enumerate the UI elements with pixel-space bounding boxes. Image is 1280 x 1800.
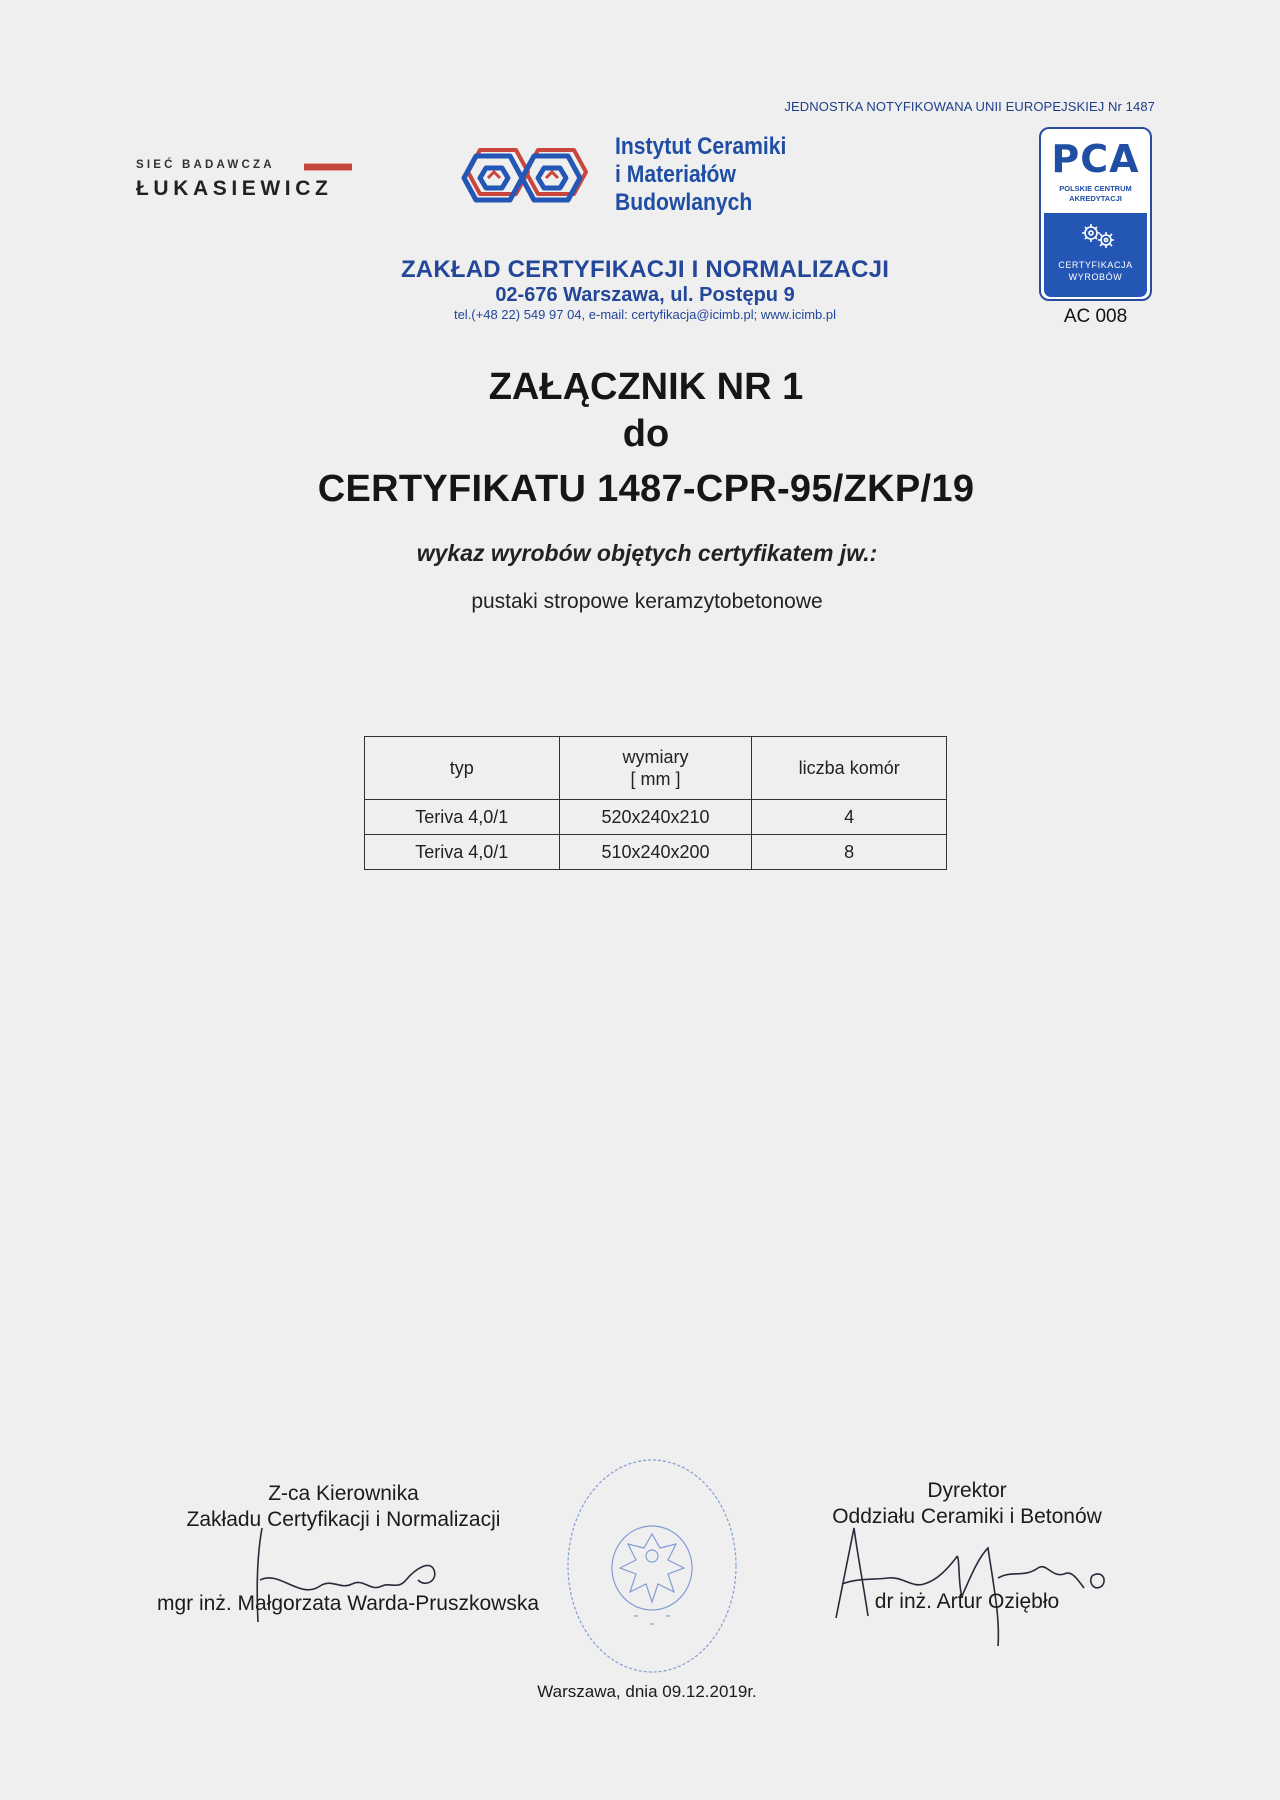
left-signatory-title: Z-ca Kierownika <box>268 1482 419 1505</box>
official-stamp-icon <box>564 1456 740 1676</box>
department-name: ZAKŁAD CERTYFIKACJI I NORMALIZACJI <box>400 256 890 283</box>
table-row <box>365 800 947 835</box>
pca-name-line1: POLSKIE CENTRUM <box>1059 184 1132 193</box>
cell-type: Teriva 4,0/1 <box>365 835 560 870</box>
issue-date: Warszawa, dnia 09.12.2019r. <box>537 1682 757 1701</box>
signature-right-icon <box>828 1518 1118 1648</box>
pca-accreditation-badge <box>1039 127 1152 301</box>
pca-certification-label <box>1044 259 1147 283</box>
lukasiewicz-logo-text: ŁUKASIEWICZ <box>136 177 333 200</box>
product-description: pustaki stropowe keramzytobetonowe <box>471 590 823 613</box>
icimb-logo-icon <box>458 134 598 214</box>
product-table <box>364 736 947 870</box>
left-signatory-department: Zakładu Certyfikacji i Normalizacji <box>186 1508 501 1531</box>
header-chamber-count: liczba komór <box>752 737 947 800</box>
right-signatory-title: Dyrektor <box>927 1479 1007 1502</box>
table-header-row <box>365 737 947 800</box>
institute-name-line2: i Materiałów <box>615 161 736 188</box>
header-dimensions-label: wymiary <box>622 747 689 767</box>
accreditation-number: AC 008 <box>1063 306 1128 327</box>
institute-name <box>615 133 786 217</box>
institute-name-line1: Instytut Ceramiki <box>615 133 787 160</box>
cell-type: Teriva 4,0/1 <box>365 800 560 835</box>
cell-dimensions: 520x240x210 <box>559 800 752 835</box>
annex-title-connector: do <box>622 413 670 455</box>
cell-dimensions: 510x240x200 <box>559 835 752 870</box>
cell-chamber-count: 4 <box>752 800 947 835</box>
header-dimensions-unit: [ mm ] <box>630 769 681 789</box>
header-dimensions <box>559 737 752 800</box>
table-row <box>365 835 947 870</box>
lukasiewicz-accent-bar <box>304 163 352 171</box>
right-signatory-name: dr inż. Artur Oziębło <box>874 1590 1060 1613</box>
notified-body-label: JEDNOSTKA NOTYFIKOWANA UNII EUROPEJSKIEJ Nr 1487 <box>784 99 1155 114</box>
pca-cert-line2: WYROBÓW <box>1068 272 1123 282</box>
department-address: 02-676 Warszawa, ul. Postępu 9 <box>495 284 795 306</box>
gears-icon <box>1076 221 1120 251</box>
cell-chamber-count: 8 <box>752 835 947 870</box>
pca-logo-text: PCA <box>1051 137 1140 181</box>
research-network-label: SIEĆ BADAWCZA <box>136 159 275 171</box>
pca-cert-line1: CERTYFIKACJA <box>1058 260 1133 270</box>
department-contact: tel.(+48 22) 549 97 04, e-mail: certyfikacja@icimb.pl; www.icimb.pl <box>453 307 837 322</box>
annex-title: ZAŁĄCZNIK NR 1 <box>488 366 804 408</box>
header-type: typ <box>365 737 560 800</box>
left-signatory-name: mgr inż. Małgorzata Warda-Pruszkowska <box>157 1592 539 1615</box>
pca-certification-panel <box>1044 213 1147 297</box>
right-signatory-department: Oddziału Ceramiki i Betonów <box>832 1505 1102 1528</box>
institute-name-line3: Budowlanych <box>615 189 753 216</box>
pca-full-name <box>1045 184 1146 204</box>
pca-name-line2: AKREDYTACJI <box>1069 194 1122 203</box>
product-list-subtitle: wykaz wyrobów objętych certyfikatem jw.: <box>416 540 878 566</box>
certificate-number-title: CERTYFIKATU 1487-CPR-95/ZKP/19 <box>317 468 975 510</box>
